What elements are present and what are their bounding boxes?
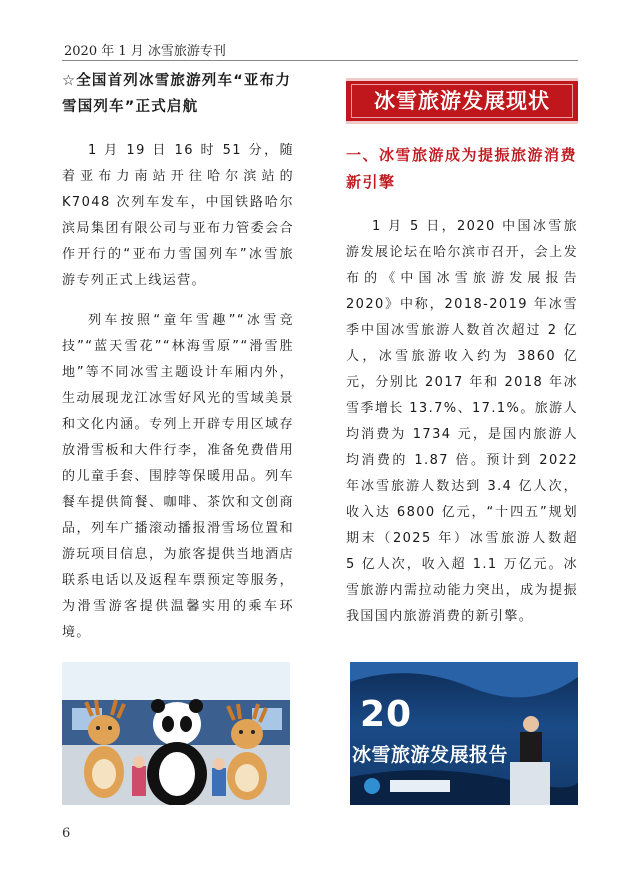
paragraph: 列车按照“童年雪趣”“冰雪竞技”“蓝天雪花”“林海雪原”“滑雪胜地”等不同冰雪主题设计车厢内外，生动展现龙江冰雪好风光的雪域美景和文化内涵。专列上开辟专用区域存放滑雪板和大件行李，准备免费借用的儿童手套、围脖等保暖用品。列车餐车提供简餐、咖啡、茶饮和文创商品，列车广播滚动播报滑雪场位置和游玩项目信息，为旅客提供当地酒店联系电话以及返程车票预定等服务，为滑雪游客提供温馨实用的乘车环境。 — [62, 313, 294, 640]
report-title: 冰雪旅游发展报告 — [352, 744, 509, 766]
page-number: 6 — [62, 826, 71, 841]
right-column — [346, 68, 578, 644]
report-number: 20 — [360, 694, 413, 735]
paragraph: 1 月 5 日，2020 中国冰雪旅游发展论坛在哈尔滨市召开，会上发布的《中国冰雪旅游发展报告 2020》中称，2018-2019 年冰雪季中国冰雪旅游人数首次超过 2 亿人，冰雪旅游收入约为 3860 亿元，分别比 2017 年和 2018 年冰雪季增长 13.7%、17.1%。旅游人均消费为 1734 元，是国内旅游人均消费的 1.87 倍。预计到 2022 年冰雪旅游人数达到 3.4 亿人次，收入达 6800 亿元，“十四五”规划期末（2025 年）冰雪旅游人数超 5 亿人次，收入超 1.1 万亿元。冰雪旅游内需拉动能力突出，成为提振我国国内旅游消费的新引擎。 — [346, 219, 578, 624]
report-release-photo — [350, 662, 578, 805]
header-text: 2020 年 1 月 冰雪旅游专刊 — [64, 44, 226, 59]
left-column — [62, 68, 294, 660]
train-mascots-photo — [62, 662, 290, 805]
section-banner — [346, 78, 578, 124]
section-heading: 一、冰雪旅游成为提振旅游消费新引擎 — [346, 146, 578, 191]
train-mascots-illustration — [62, 662, 290, 805]
paragraph: 1 月 19 日 16 时 51 分，随着亚布力南站开往哈尔滨站的 K7048 次列车发车，中国铁路哈尔滨局集团有限公司与亚布力管委会合作开行的“亚布力雪国列车”冰雪旅游专列正式上线运营。 — [62, 143, 294, 288]
banner-title: 冰雪旅游发展现状 — [351, 84, 573, 118]
page-header — [62, 36, 578, 61]
article-headline: ☆全国首列冰雪旅游列车“亚布力雪国列车”正式启航 — [62, 73, 292, 115]
